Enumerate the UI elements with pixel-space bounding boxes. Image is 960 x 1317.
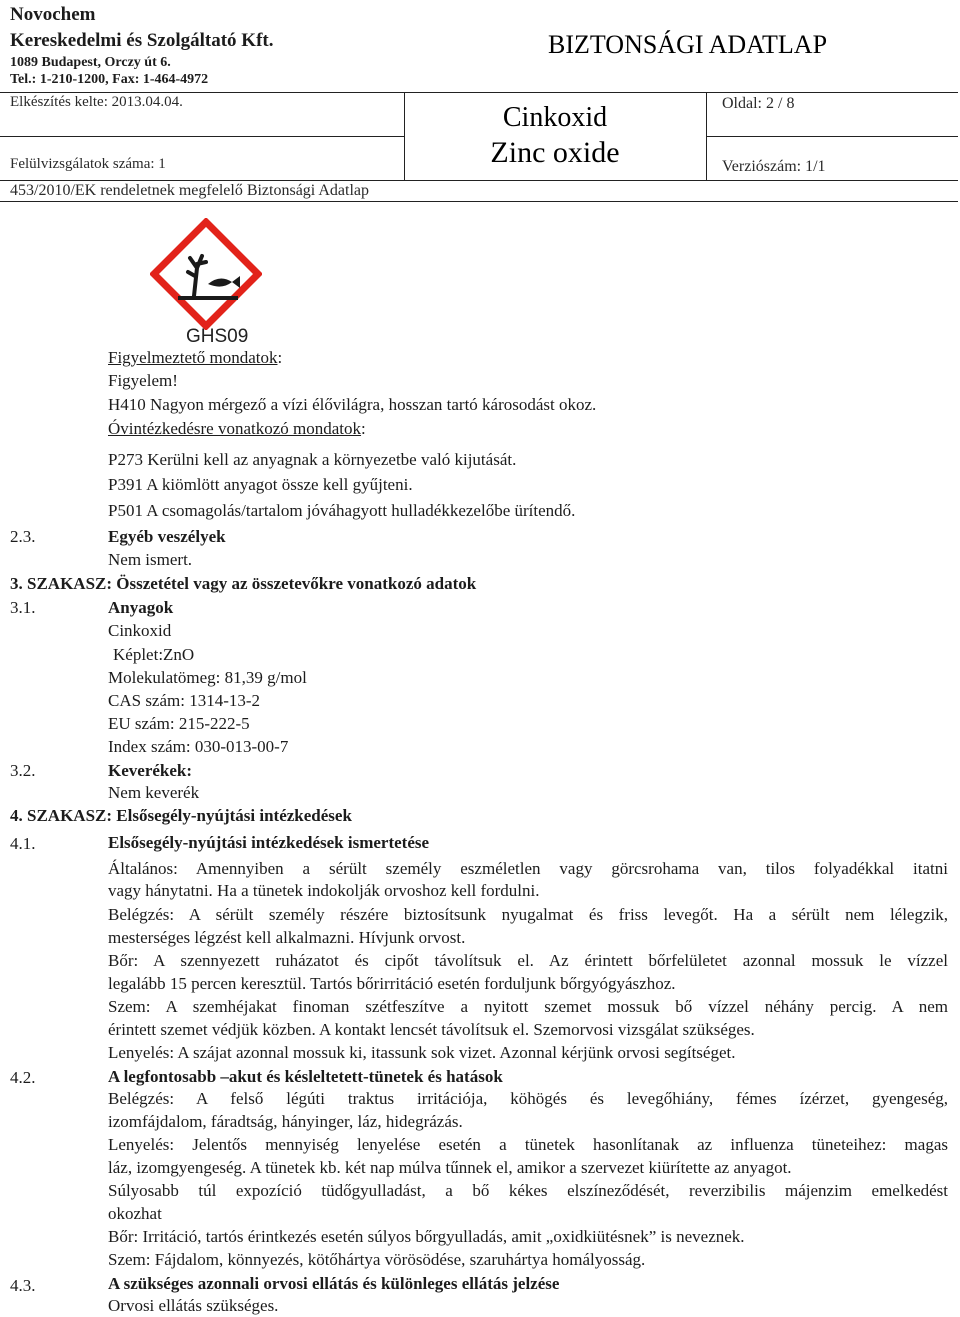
warning-heading: Figyelmeztető mondatok: [108, 348, 283, 367]
header-divider [0, 180, 958, 181]
company-phone: Tel.: 1-210-1200, Fax: 1-464-4972 [10, 72, 209, 87]
paragraph-line: láz, izomgyengeség. A tünetek kb. két nap múlva tűnnek el, amikor a szervezet kiürítette az anyagot. [108, 1158, 792, 1177]
header-divider [706, 92, 707, 180]
paragraph-line: mesterséges légzést kell alkalmazni. Hívjunk orvost. [108, 928, 466, 947]
section-number: 2.3. [10, 527, 36, 546]
paragraph-line: Bőr: Irritáció, tartós érintkezés esetén súlyos bőrgyulladás, amit „oxidkiütésnek” is neveznek. [108, 1227, 745, 1246]
header-divider [0, 136, 404, 137]
precaution-statement: P501 A csomagolás/tartalom jóváhagyott hulladékkezelőbe ürítendő. [108, 501, 576, 520]
section-title: Elsősegély-nyújtási intézkedések ismertetése [108, 833, 430, 852]
paragraph-line: Szem: A szemhéjakat finoman szétfeszítve a nyitott szemet mossuk bő vízzel néhány percig. A nem [108, 997, 948, 1016]
precaution-statement: P391 A kiömlött anyagot össze kell gyűjteni. [108, 475, 413, 494]
paragraph-line: Általános: Amennyiben a sérült személy eszméletlen vagy görcsrohama van, tilos folyadékkal itatni [108, 859, 948, 878]
section-text: Nem keverék [108, 783, 200, 802]
substance-name: Cinkoxid [108, 621, 172, 640]
paragraph-line: okozhat [108, 1204, 162, 1223]
section-number: 4.1. [10, 834, 36, 853]
section-number: 4.3. [10, 1276, 36, 1295]
ghs-code-label: GHS09 [186, 326, 249, 347]
paragraph-line: Lenyelés: Jelentős mennyiség lenyelése esetén a tünetek hasonlítanak az influenza tüneteihez: magas [108, 1135, 948, 1154]
section-heading: 3. SZAKASZ: Összetétel vagy az összetevőkre vonatkozó adatok [10, 574, 477, 593]
section-title: Egyéb veszélyek [108, 527, 226, 546]
section-number: 3.2. [10, 761, 36, 780]
header-divider [0, 92, 958, 93]
company-name: Novochem [10, 4, 96, 25]
index-number: Index szám: 030-013-00-7 [108, 737, 289, 756]
paragraph-line: legalább 15 percen keresztül. Tartós bőrirritáció esetén forduljunk bőrgyógyászhoz. [108, 974, 676, 993]
company-address: 1089 Budapest, Orczy út 6. [10, 55, 171, 70]
product-name-en: Zinc oxide [490, 136, 620, 169]
eu-number: EU szám: 215-222-5 [108, 714, 250, 733]
ingestion-text: A szájat azonnal mossuk ki, itassunk sok vizet. Azonnal kérjünk orvosi segítséget. [174, 1043, 736, 1062]
section-title: A legfontosabb –akut és késleltetett-tünetek és hatások [108, 1067, 503, 1086]
revision-count: Felülvizsgálatok száma: 1 [10, 156, 166, 172]
paragraph-line: Belégzés: A sérült személy részére biztosítsunk nyugalmat és friss levegőt. Ha a sérült nem lélegzik, [108, 905, 948, 924]
paragraph-line: vagy hánytatni. Ha a tünetek indokolják orvoshoz kell fordulni. [108, 881, 540, 900]
page-number: Oldal: 2 / 8 [722, 95, 795, 112]
section-title: Anyagok [108, 598, 174, 617]
document-title: BIZTONSÁGI ADATLAP [548, 30, 828, 59]
section-title: Keverékek: [108, 761, 193, 780]
precaution-statement: P273 Kerülni kell az anyagnak a környezetbe való kijutását. [108, 450, 517, 469]
header-divider [706, 136, 958, 137]
company-full-name: Kereskedelmi és Szolgáltató Kft. [10, 30, 274, 51]
paragraph-line: Belégzés: A felső légúti traktus irritációja, köhögés és levegőhiány, fémes ízérzet, gyengeség, [108, 1089, 948, 1108]
ghs09-environment-icon [150, 218, 262, 330]
ingestion-label: Lenyelés: [108, 1043, 175, 1062]
section-title: A szükséges azonnali orvosi ellátás és különleges ellátás jelzése [108, 1274, 560, 1293]
version-number: Verziószám: 1/1 [722, 158, 826, 175]
hazard-statement: H410 Nagyon mérgező a vízi élővilágra, hosszan tartó károsodást okoz. [108, 395, 597, 414]
section-number: 3.1. [10, 598, 36, 617]
substance-formula: Képlet:ZnO [113, 645, 195, 664]
paragraph-line [108, 1042, 735, 1064]
section-heading: 4. SZAKASZ: Elsősegély-nyújtási intézkedések [10, 806, 352, 825]
section-number: 4.2. [10, 1068, 36, 1087]
document-header [0, 0, 960, 202]
signal-word: Figyelem! [108, 371, 178, 390]
precaution-heading: Óvintézkedésre vonatkozó mondatok: [108, 419, 366, 438]
cas-number: CAS szám: 1314-13-2 [108, 691, 261, 710]
product-name-hu: Cinkoxid [502, 102, 608, 133]
paragraph-line: érintett szemet védjük közben. A kontakt lencsét távolítsuk el. Szemorvosi vizsgálat szükséges. [108, 1020, 755, 1039]
paragraph-line: Súlyosabb túl expozíció tüdőgyulladást, a bő kékes elszíneződését, reverzibilis májenzim emelkedést [108, 1181, 948, 1200]
section-text: Orvosi ellátás szükséges. [108, 1296, 279, 1315]
section-text: Nem ismert. [108, 550, 193, 569]
molar-mass: Molekulatömeg: 81,39 g/mol [108, 668, 307, 687]
regulation-line: 453/2010/EK rendeletnek megfelelő Biztonsági Adatlap [10, 182, 370, 199]
header-divider [0, 201, 958, 202]
creation-date: Elkészítés kelte: 2013.04.04. [10, 94, 183, 110]
paragraph-line: Szem: Fájdalom, könnyezés, kötőhártya vörösödése, szaruhártya homályosság. [108, 1250, 646, 1269]
paragraph-line: Bőr: A szennyezett ruházatot és cipőt távolítsuk el. Az érintett bőrfelületet azonnal mossuk le vízzel [108, 951, 948, 970]
paragraph-line: izomfájdalom, fáradtság, hányinger, láz, hidegrázás. [108, 1112, 463, 1131]
